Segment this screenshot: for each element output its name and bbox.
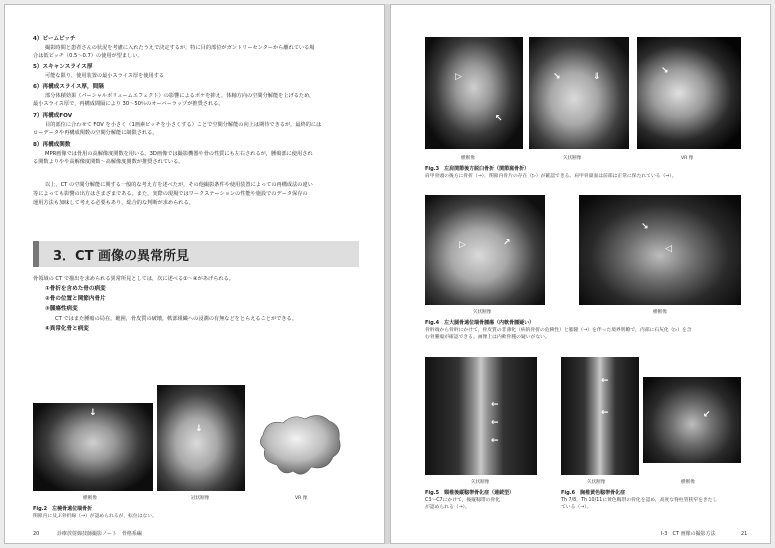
book-title: 診療放射線技師撮影ノート 骨格系編 [57,531,142,537]
arrow-icon: ↗ [503,238,511,248]
figure-title: Fig.4 左大腿骨遠位端骨腫瘍（内軟骨腫疑い） [425,320,535,326]
finding-item: ④異常化骨と病変 [45,326,89,332]
item-text: 撮影時間と患者さんの状況を考慮に入れたうえで決定するが，特に目的部位がガントリーセンターから離れている場 [45,45,315,51]
left-page [4,4,385,544]
item-heading: 7）再構成FOV [33,113,73,119]
item-heading: 8）再構成関数 [33,142,71,148]
chapter-title: Ⅰ-3 CT 画像の撮影方法 [661,531,716,537]
arrow-down-icon: ↓ [89,408,97,418]
fig4-sagittal-image [425,195,545,305]
arrow-left-icon: ← [601,408,609,418]
fig6-axial-image [643,377,741,463]
fig2-axial-image [33,403,153,491]
figure-title: Fig.6 胸椎黄色靱帯骨化症 [561,490,626,496]
arrow-icon: ↘ [641,222,649,232]
arrow-left-icon: ← [601,376,609,386]
item-text: 最小スライス厚で，再構成間隔により 30～50％のオーバーラップが推奨される。 [33,101,224,107]
finding-note: CT ではまた腫瘍の局在，範囲，骨皮質の破壊，軟部組織への浸潤の有無などをとらえることができる。 [55,316,297,322]
finding-item: ①骨折を含めた骨の病変 [45,286,106,292]
arrow-head-icon: ◁ [665,244,672,254]
arrow-down-icon: ↓ [195,424,203,434]
page-number: 21 [741,531,748,537]
item-text: MPR画像では骨用の高解像度関数を用いる。3D画像では撮影機器や骨の性質にも左右されるが，腫瘍部に使用され [45,151,313,157]
item-text: 目的部位に合わせて FOV を小さく（1画素ピッチを小さくする）ことで空間分解能の向上は期待できるが，最終的には [45,122,322,128]
figure-caption: 横断像 [461,156,475,161]
arrow-icon: ↙ [703,410,711,420]
item-text: 可能な限り，使用装置の最小スライス厚を使用する [45,73,165,79]
figure-text: が認められる（→）。 [425,505,470,510]
figure-caption: 横断像 [83,496,97,501]
finding-item: ②骨の位置と関節内骨片 [45,296,106,302]
item-text: 合は低ピッチ（0.5～0.7）の使用が望ましい。 [33,53,143,59]
arrow-icon: ↘ [553,72,561,82]
arrow-left-icon: ← [491,400,499,410]
figure-text: む骨腫瘍が確認できる。画像上は内軟骨腫の疑いがない。 [425,335,550,340]
fig5-sagittal-image [425,357,537,475]
figure-caption: 矢状断像 [473,310,492,315]
vr-bone-shape [253,405,349,485]
summary-text: 運用方法も加味して考える必要もあり，総合的な判断が求められる。 [33,200,194,206]
summary-text: 等によっても影響の出方はさまざまである。また，実際の現場ではワークステーションの性能や施設でのデータ保存の [33,191,308,197]
fig3-sagittal-image [529,37,629,149]
fig4-axial-image [579,195,741,305]
fig6-sagittal-image [561,357,639,475]
fig2-coronal-image [157,385,245,491]
figure-text: ている（→）。 [561,505,592,510]
item-text: ローデータや再構成関数の空間分解能に制限される。 [33,130,158,136]
figure-caption: 冠状断像 [191,496,210,501]
finding-item: ③腫瘍性病変 [45,306,78,312]
figure-text: 関節内に及ぶ骨折線（→）が認められるが，転位はない。 [33,514,157,519]
right-page [390,4,771,544]
double-arrow-icon: ⇓ [593,72,601,82]
arrow-head-icon: ▷ [459,240,466,250]
figure-title: Fig.2 左橈骨遠位端骨折 [33,506,93,512]
fig2-vr-image [253,405,349,485]
figure-text: 骨幹端から骨幹にかけて，骨皮質の非薄化（病的骨折の危険性）と膨隆（→）を伴った境界明瞭で，内部に石灰化（▷）を含 [425,328,692,333]
page-number: 20 [33,531,40,537]
figure-caption: VR 像 [681,156,694,161]
figure-title: Fig.5 頸椎後縦靱帯骨化症（連続型） [425,490,515,496]
section-title: 3．CT 画像の異常所見 [53,249,189,264]
arrow-icon: ↖ [495,114,503,124]
figure-text: C3～C7にかけて，後縦靱帯の骨化 [425,498,501,503]
arrow-left-icon: ← [491,418,499,428]
figure-text: Th 7/8，Th 10/11に黄色靱帯の骨化を認め，高度な脊柱管狭窄をきたし [561,498,718,503]
figure-title: Fig.3 左肩関節後方脱臼骨折（関節窩骨折） [425,166,530,172]
section-intro: 骨領域の CT で描出を求められる異常所見としては，次に述べる①～④があげられる。 [33,276,234,282]
item-heading: 4）ビームピッチ [33,36,76,42]
fig3-vr-image [637,37,741,149]
figure-caption: 矢状断像 [471,480,490,485]
figure-caption: VR 像 [295,496,308,501]
figure-caption: 横断像 [653,310,667,315]
arrow-left-icon: ← [491,436,499,446]
section-heading-bar [33,241,359,267]
item-text: る関数よりやや高解像度関数～高解像度関数が推奨されている。 [33,159,184,165]
item-text: 部分体積効果（パーシャルボリュームエフェクト）の影響によるボケを抑え，体軸方向の空間分解能を上げるため， [45,93,315,99]
figure-caption: 矢状断像 [563,156,582,161]
arrow-head-icon: ▷ [455,72,462,82]
item-heading: 5）スキャンスライス厚 [33,64,93,70]
fig3-axial-image [425,37,523,149]
figure-text: 肩甲骨頭の後方に骨折（→），関節内骨片の存在（▷）が確認できる。肩甲骨窩面は前部は正常に保たれている（⇒）。 [425,174,677,179]
arrow-icon: ↘ [661,66,669,76]
summary-text: 以上，CT の空間分解能に関する一般的な考え方を述べたが，その他撮影条件や使用装置によっての再構成法の違い [45,182,313,188]
figure-caption: 矢状断像 [587,480,606,485]
figure-caption: 横断像 [681,480,695,485]
item-heading: 6）再構成スライス厚，間隔 [33,84,104,90]
